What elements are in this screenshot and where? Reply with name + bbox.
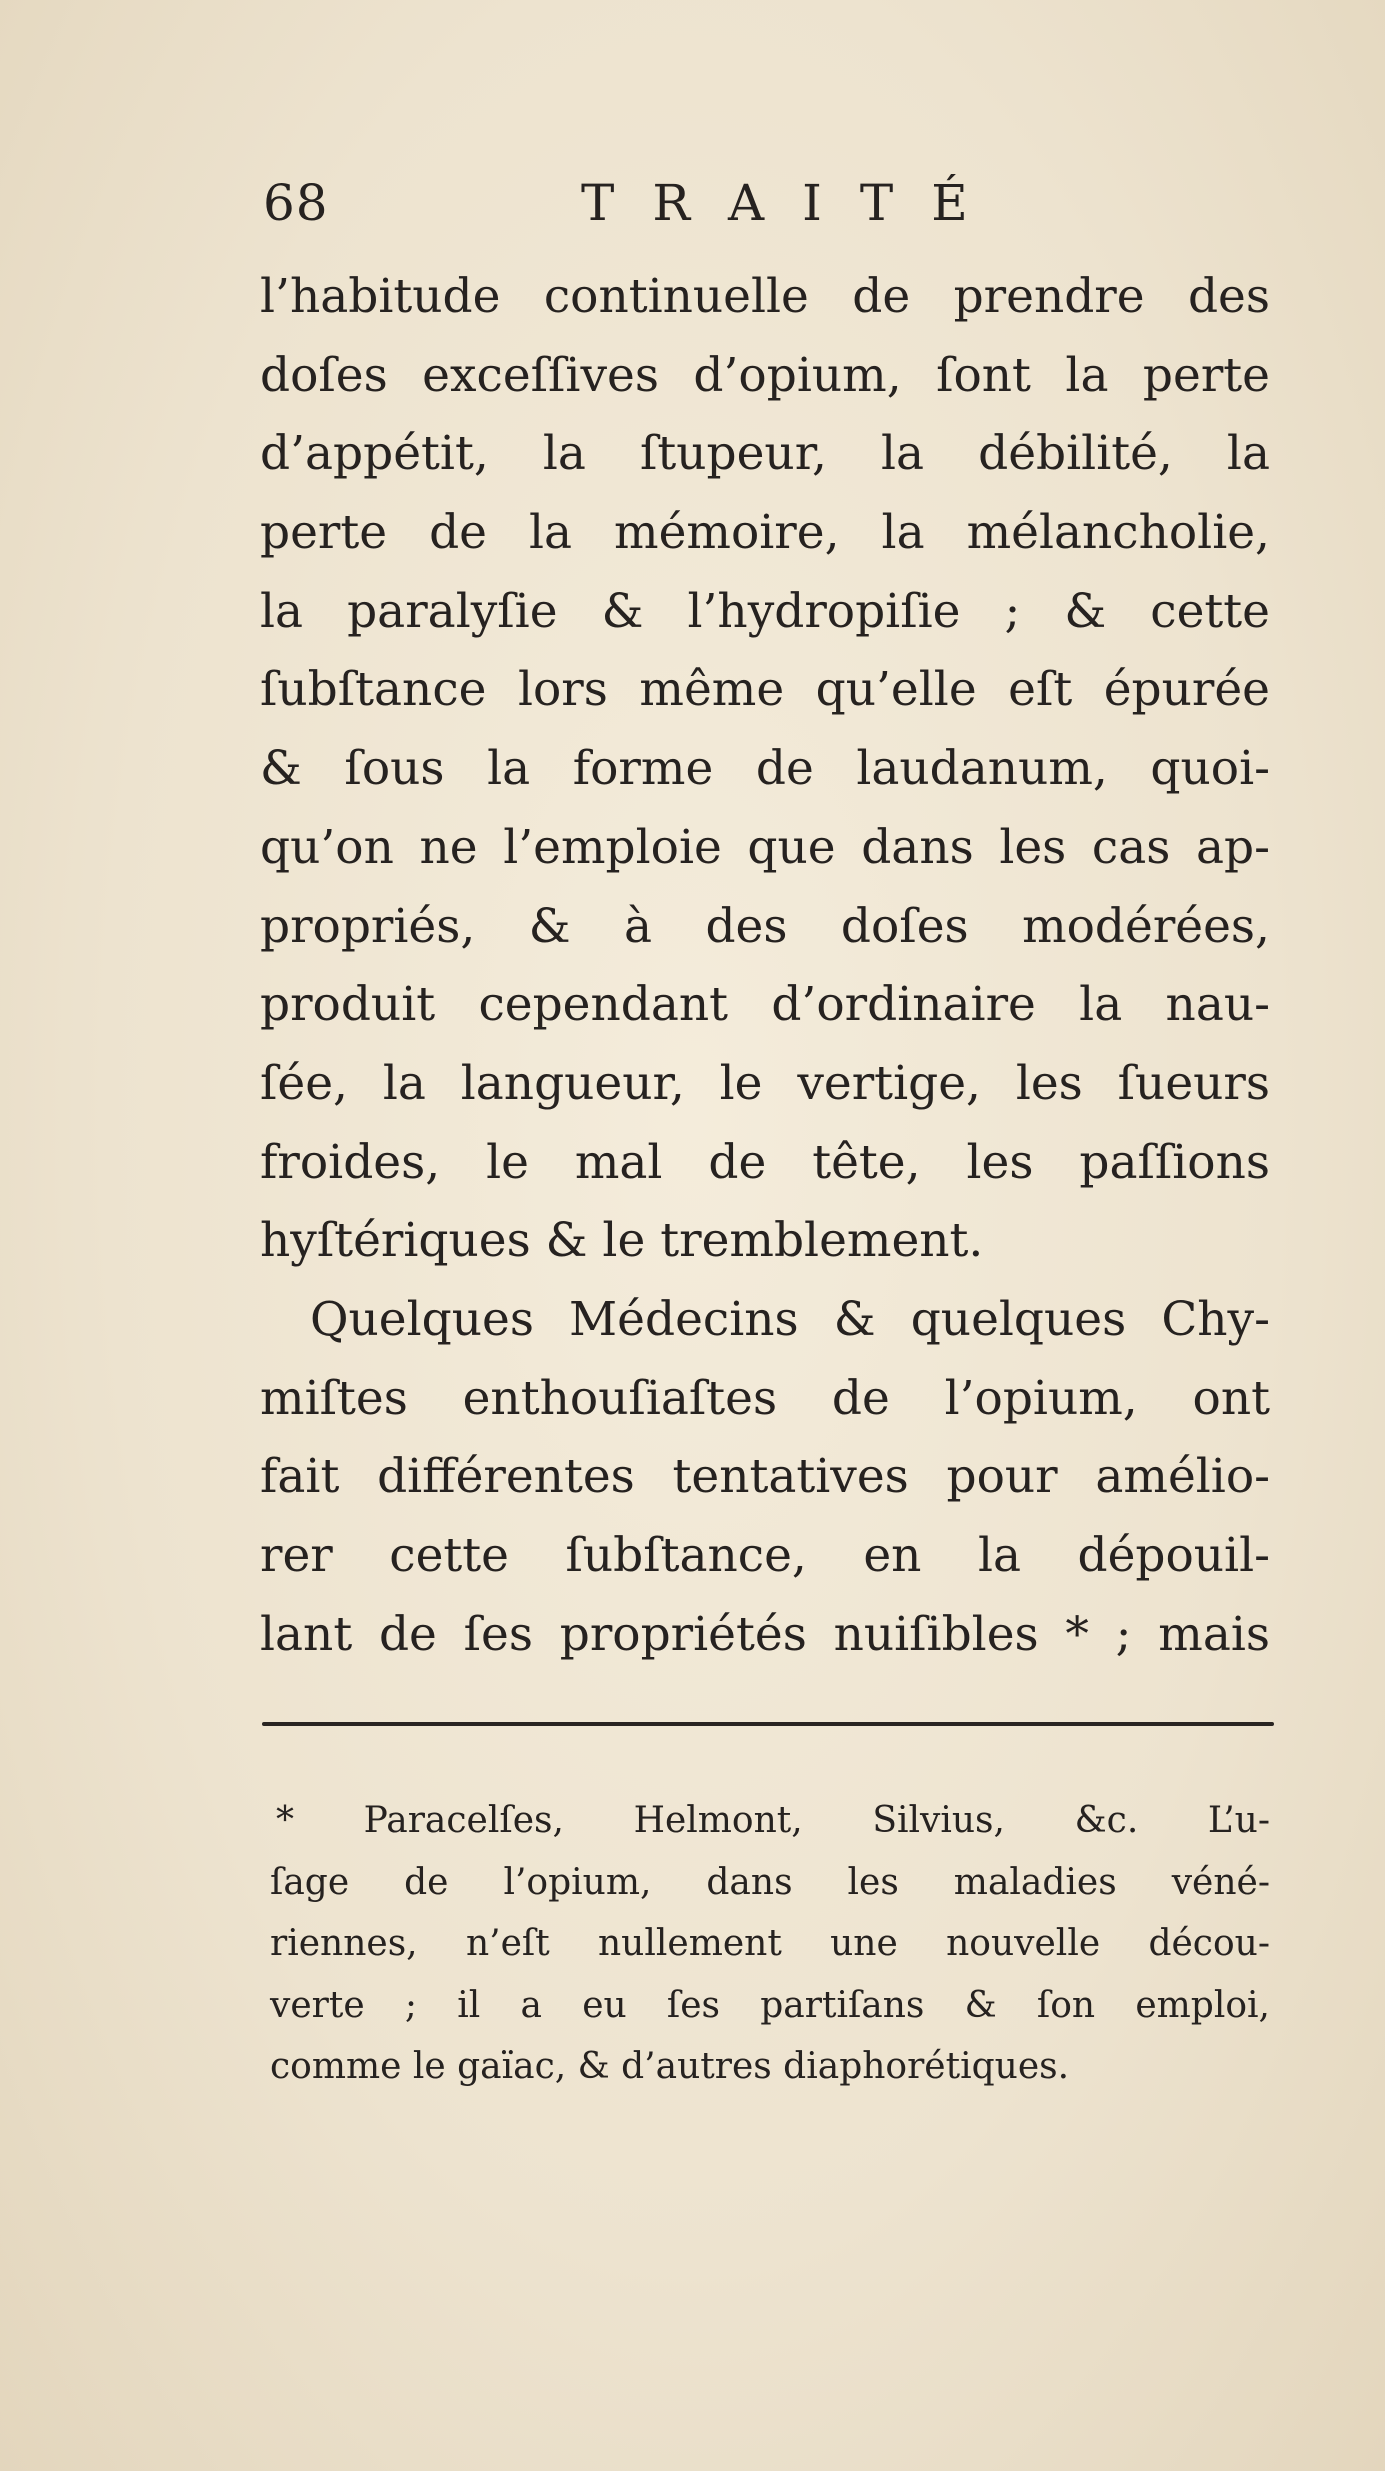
text-line: ſubſtance lors même qu’elle eſt épurée xyxy=(260,662,1270,718)
body-text xyxy=(260,258,1270,1674)
footnote-line: ſage de l’opium, dans les maladies véné- xyxy=(270,1861,1270,1903)
text-line: lant de ſes propriétés nuiſibles * ; mais xyxy=(260,1606,1270,1662)
text-line: produit cependant d’ordinaire la nau- xyxy=(260,977,1270,1033)
footnote-line: * Paracelſes, Helmont, Silvius, &c. L’u- xyxy=(276,1800,1270,1841)
paragraph-start-line: Quelques Médecins & quelques Chy- xyxy=(310,1291,1270,1347)
text-line: ſée, la langueur, le vertige, les ſueurs xyxy=(260,1055,1270,1111)
footnote xyxy=(270,1790,1270,2098)
text-line: perte de la mémoire, la mélancholie, xyxy=(260,505,1270,561)
footnote-line: verte ; il a eu ſes partiſans & ſon emploi, xyxy=(270,1984,1270,2026)
text-line: l’habitude continuelle de prendre des xyxy=(260,269,1270,324)
text-line: la paralyſie & l’hydropiſie ; & cette xyxy=(260,583,1270,639)
text-line: rer cette ſubſtance, en la dépouil- xyxy=(260,1528,1270,1583)
footnote-divider xyxy=(262,1722,1274,1726)
text-line: miſtes enthouſiaſtes de l’opium, ont xyxy=(260,1370,1270,1426)
text-line: fait différentes tentatives pour amélio- xyxy=(260,1449,1270,1505)
text-line: & ſous la forme de laudanum, quoi- xyxy=(260,741,1270,797)
text-line: doſes exceſſives d’opium, ſont la perte xyxy=(260,347,1270,403)
footnote-line: riennes, n’eſt nullement une nouvelle décou- xyxy=(270,1923,1270,1964)
text-line: d’appétit, la ſtupeur, la débilité, la xyxy=(260,426,1270,482)
text-line: qu’on ne l’emploie que dans les cas ap- xyxy=(260,819,1270,875)
page-header xyxy=(263,168,1023,238)
text-line: hyſtériques & le tremblement. xyxy=(260,1213,984,1269)
running-title: TRAITÉ xyxy=(581,174,1006,232)
page-number: 68 xyxy=(263,174,329,232)
footnote-line: comme le gaïac, & d’autres diaphorétiques. xyxy=(270,2046,1070,2087)
text-line: propriés, & à des doſes modérées, xyxy=(260,898,1270,954)
text-line: froides, le mal de tête, les paſſions xyxy=(260,1134,1270,1190)
